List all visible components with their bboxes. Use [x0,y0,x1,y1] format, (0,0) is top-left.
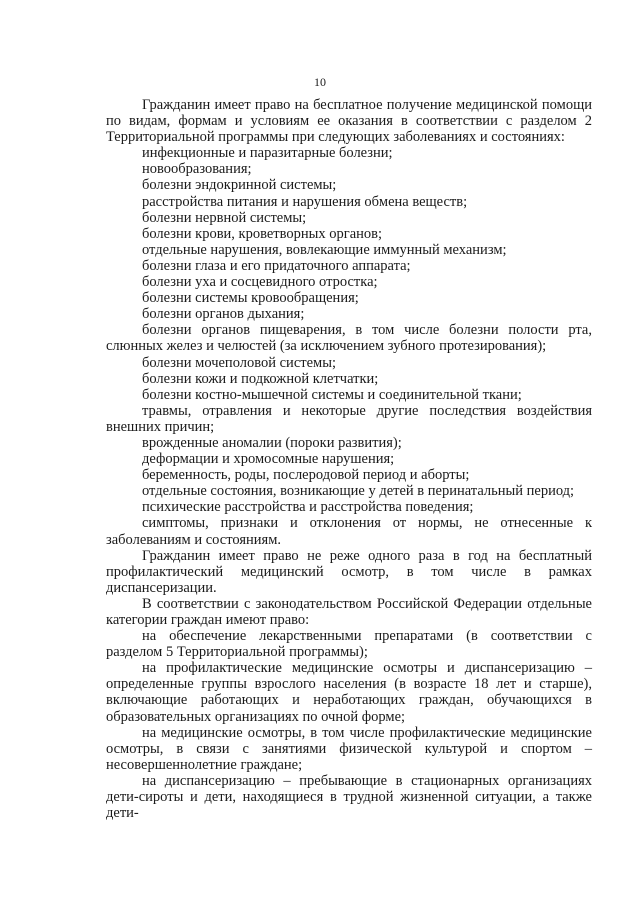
list-item: болезни костно-мышечной системы и соединительной ткани; [142,386,522,403]
paragraph: Гражданин имеет право на бесплатное получение медицинской помощи по видам, формам и условиям ее оказания в соответствии с разделом 2 Территориальной программы при следующих заболеваниях и состояниях: [106,97,592,146]
list-item: болезни кожи и подкожной клетчатки; [142,370,379,387]
list-item: инфекционные и паразитарные болезни; [142,145,393,162]
paragraph: В соответствии с законодательством Российской Федерации отдельные категории граждан имеют право: [106,595,592,628]
list-item: новообразования; [142,161,252,178]
list-item: болезни эндокринной системы; [142,177,337,194]
list-item: деформации и хромосомные нарушения; [142,451,395,468]
list-item: расстройства питания и нарушения обмена веществ; [142,193,468,210]
paragraph: Гражданин имеет право не реже одного раза в год на бесплатный профилактический медицинский осмотр, в том числе в рамках диспансеризации. [106,547,592,596]
list-item: на профилактические медицинские осмотры и диспансеризацию – определенные группы взрослого населения (в возрасте 18 лет и старше), включающие работающих и неработающих граждан, обучающихся в образовательных организациях по очной форме; [106,660,592,725]
list-item: болезни глаза и его придаточного аппарата; [142,257,411,274]
list-item: болезни мочеполовой системы; [142,354,336,371]
list-item: болезни органов дыхания; [142,306,305,323]
list-item: симптомы, признаки и отклонения от нормы, не отнесенные к заболеваниям и состояниям. [106,515,592,548]
body-text [106,97,592,821]
list-item: на обеспечение лекарственными препаратами (в соответствии с разделом 5 Территориальной программы); [106,628,592,661]
list-item: болезни органов пищеварения, в том числе болезни полости рта, слюнных желез и челюстей (за исключением зубного протезирования); [106,322,592,355]
list-item: отдельные состояния, возникающие у детей в перинатальный период; [142,483,575,500]
list-item: болезни системы кровообращения; [142,290,359,307]
list-item: психические расстройства и расстройства поведения; [142,499,474,516]
list-item: врожденные аномалии (пороки развития); [142,434,402,451]
page-number: 10 [314,75,326,89]
list-item: болезни крови, кроветворных органов; [142,225,383,242]
list-item: беременность, роды, послеродовой период и аборты; [142,467,470,484]
list-item: на диспансеризацию – пребывающие в стационарных организациях дети-сироты и дети, находящиеся в трудной жизненной ситуации, а также дети- [106,772,592,822]
list-item: болезни уха и сосцевидного отростка; [142,274,378,291]
list-item: отдельные нарушения, вовлекающие иммунный механизм; [142,241,507,258]
list-item: болезни нервной системы; [142,209,307,226]
list-item: на медицинские осмотры, в том числе профилактические медицинские осмотры, в связи с занятиями физической культурой и спортом – несовершеннолетние граждане; [106,724,592,773]
list-item: травмы, отравления и некоторые другие последствия воздействия внешних причин; [106,402,592,435]
